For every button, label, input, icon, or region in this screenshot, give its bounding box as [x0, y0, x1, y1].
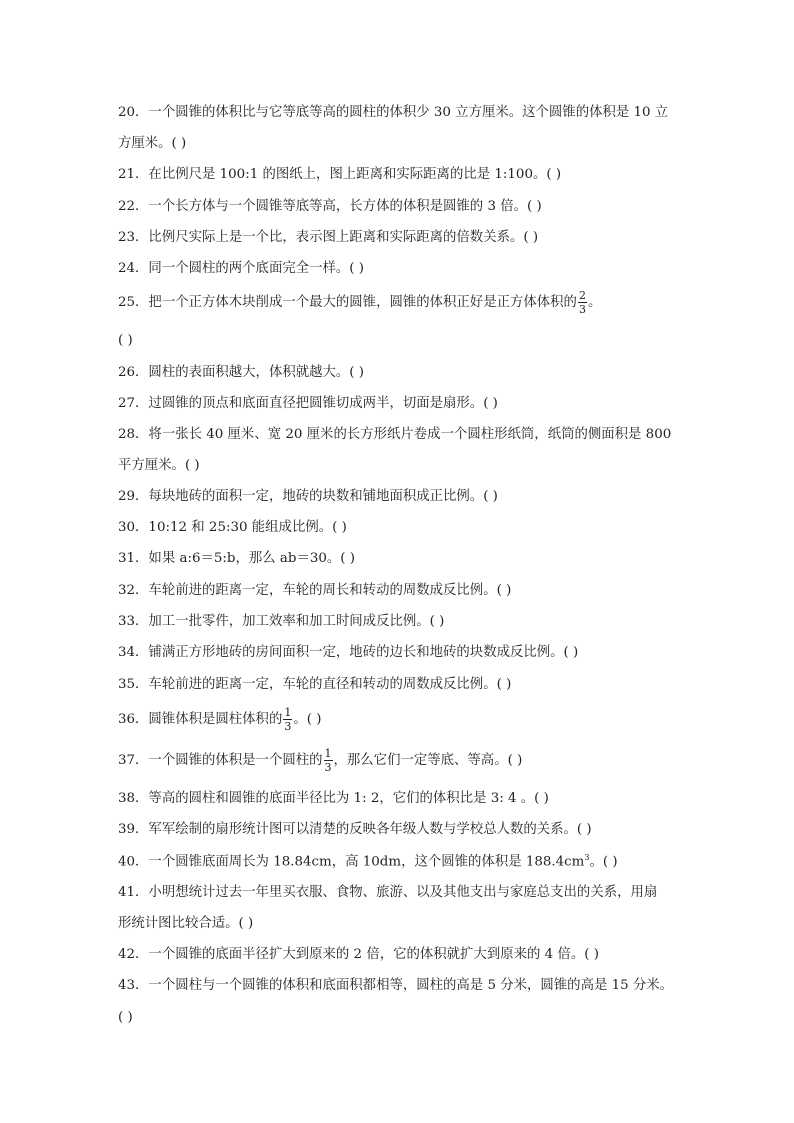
question-30: 30．10:12 和 25:30 能组成比例。( ): [118, 520, 347, 535]
question-35: 35．车轮前进的距离一定，车轮的直径和转动的周数成反比例。( ): [118, 677, 512, 692]
question-21: 21．在比例尺是 100:1 的图纸上，图上距离和实际距离的比是 1:100。( ): [118, 167, 562, 182]
question-32: 32．车轮前进的距离一定，车轮的周长和转动的周数成反比例。( ): [118, 583, 512, 598]
question-37: [118, 748, 522, 773]
question-20-line-2: 方厘米。( ): [118, 136, 187, 151]
question-23: 23．比例尺实际上是一个比，表示图上距离和实际距离的倍数关系。( ): [118, 230, 539, 245]
question-43-line-1: 43．一个圆柱与一个圆锥的体积和底面积都相等，圆柱的高是 5 分米，圆锥的高是 15 分米。: [118, 978, 674, 993]
question-40: [118, 854, 618, 869]
fraction-one-third: $\frac{1}{3}$: [284, 706, 292, 733]
question-36-answer: 。( ): [293, 712, 322, 727]
question-42: 42．一个圆锥的底面半径扩大到原来的 2 倍，它的体积就扩大到原来的 4 倍。( ): [118, 947, 599, 962]
question-25-answer: ( ): [118, 333, 133, 348]
question-39: 39．军军绘制的扇形统计图可以清楚的反映各年级人数与学校总人数的关系。( ): [118, 822, 592, 837]
question-43-answer: ( ): [118, 1010, 133, 1025]
question-27: 27．过圆锥的顶点和底面直径把圆锥切成两半，切面是扇形。( ): [118, 396, 498, 411]
question-22: 22．一个长方体与一个圆锥等底等高，长方体的体积是圆锥的 3 倍。( ): [118, 199, 542, 214]
question-28-line-2: 平方厘米。( ): [118, 458, 200, 473]
question-41-line-2: 形统计图比较合适。( ): [118, 916, 254, 931]
question-25-period: 。: [587, 295, 602, 310]
question-26: 26．圆柱的表面积越大，体积就越大。( ): [118, 365, 364, 380]
question-25-line-1: [118, 290, 601, 315]
question-31: 31．如果 a:6＝5:b，那么 ab＝30。( ): [118, 551, 355, 566]
question-37-text: 37．一个圆锥的体积是一个圆柱的: [118, 753, 323, 768]
question-33: 33．加工一批零件，加工效率和加工时间成反比例。( ): [118, 614, 445, 629]
question-29: 29．每块地砖的面积一定，地砖的块数和铺地面积成正比例。( ): [118, 489, 498, 504]
question-28-line-1: 28．将一张长 40 厘米、宽 20 厘米的长方形纸片卷成一个圆柱形纸筒，纸筒的侧面积是 800: [118, 427, 672, 442]
fraction-two-thirds: $\frac{2}{3}$: [578, 289, 586, 316]
question-34: 34．铺满正方形地砖的房间面积一定，地砖的边长和地砖的块数成反比例。( ): [118, 645, 579, 660]
question-25-text: 25．把一个正方体木块削成一个最大的圆锥，圆锥的体积正好是正方体体积的: [118, 295, 577, 310]
question-36: [118, 707, 321, 732]
cubic-superscript: 3: [584, 853, 590, 862]
question-41-line-1: 41．小明想统计过去一年里买衣服、食物、旅游、以及其他支出与家庭总支出的关系，用扇: [118, 885, 658, 900]
fraction-one-third: $\frac{1}{3}$: [324, 747, 332, 774]
question-37-tail: ，那么它们一定等底、等高。( ): [333, 753, 523, 768]
question-24: 24．同一个圆柱的两个底面完全一样。( ): [118, 261, 364, 276]
question-38: 38．等高的圆柱和圆锥的底面半径比为 1: 2，它们的体积比是 3: 4 。( ): [118, 791, 549, 806]
question-40-text: 40．一个圆锥底面周长为 18.84cm，高 10dm，这个圆锥的体积是 188.4cm: [118, 854, 585, 870]
question-40-answer: 。( ): [589, 854, 618, 870]
question-20-line-1: 20．一个圆锥的体积比与它等底等高的圆柱的体积少 30 立方厘米。这个圆锥的体积是 10 立: [118, 105, 669, 120]
question-36-text: 36．圆锥体积是圆柱体积的: [118, 712, 283, 727]
